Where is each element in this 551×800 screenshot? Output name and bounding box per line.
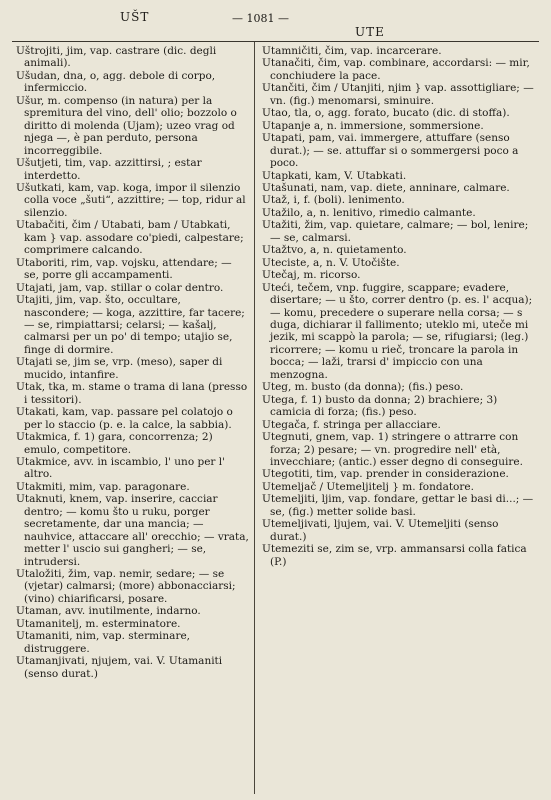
dictionary-entry: Utaložiti, žim, vap. nemir, sedare; — se (vjetar) calmarsi; (more) abbonacciarsi; (vino) chiarificarsi, posare. — [16, 568, 236, 605]
dictionary-entry: Utakati, kam, vap. passare pel colatojo o per lo staccio (p. e. la calce, la sabbia). — [16, 406, 233, 431]
dictionary-entry: Utamanitelj, m. esterminatore. — [16, 617, 181, 630]
dictionary-entry: Utamanjivati, njujem, vai. V. Utamaniti (senso durat.) — [16, 655, 223, 680]
dictionary-entry: Utega, f. 1) busto da donna; 2) brachiere; 3) camicia di forza; (fis.) peso. — [262, 393, 498, 419]
dictionary-entry: Utakmice, avv. in iscambio, l' uno per l' altro. — [16, 455, 226, 481]
dictionary-entry: Utapati, pam, vai. immergere, attuffare (senso durat.); — se. attuffar si o sommergersi poco a poco. — [262, 132, 519, 170]
header-left-guide-word: UŠT — [120, 10, 150, 24]
dictionary-entry: Utakmiti, mim, vap. paragonare. — [16, 480, 190, 493]
dictionary-entry: Utaman, avv. inutilmente, indarno. — [16, 605, 201, 618]
dictionary-entry: Utegotiti, tim, vap. prender in considerazione. — [262, 468, 509, 481]
dictionary-entry: Ušutjeti, tim, vap. azzittirsi, ; estar interdetto. — [16, 157, 202, 182]
dictionary-entry: Utemeljač / Utemeljitelj } m. fondatore. — [262, 480, 474, 493]
dictionary-entry: Utemeziti se, zim se, vrp. ammansarsi colla fatica (P.) — [262, 543, 527, 568]
dictionary-entry: Ušur, m. compenso (in natura) per la spremitura del vino, dell' olio; bozzolo o diritto di molenda (Ujam); uzeo vrag od njega —, è pan perduto, persona incorreggibile. — [16, 94, 237, 157]
dictionary-entry: Utaboriti, rim, vap. vojsku, attendare; — se, porre gli accampamenti. — [16, 256, 232, 282]
dictionary-entry: Utanačiti, čim, vap. combinare, accordarsi: — mir, conchiudere la pace. — [262, 57, 530, 82]
dictionary-entry: Utažiti, žim, vap. quietare, calmare; — bol, lenire; — se, calmarsi. — [262, 219, 529, 244]
left-column — [16, 45, 249, 680]
dictionary-entry: Ušudan, dna, o, agg. debole di corpo, infermiccio. — [16, 69, 216, 95]
dictionary-entry: Utajiti, jim, vap. što, occultare, nascondere; — koga, azzittire, far tacere; — se, rimpiattarsi; celarsi; — kašalj, calmarsi per un po' di tempo; utajio se, finge di dormire. — [16, 294, 245, 356]
dictionary-entry: Utao, tla, o, agg. forato, bucato (dic. di stoffa). — [262, 107, 510, 120]
dictionary-entry: Utegača, f. stringa per allacciare. — [262, 418, 441, 431]
dictionary-entry: Ušutkati, kam, vap. koga, impor il silenzio colla voce „šuti“, azzittire; — top, ridur al silenzio. — [16, 181, 246, 219]
dictionary-entry: Utančiti, čim / Utanjiti, njim } vap. assottigliare; — vn. (fig.) menomarsi, sminuire. — [262, 82, 534, 107]
dictionary-entry: Utapkati, kam, V. Utabkati. — [262, 169, 407, 182]
dictionary-entry: Utamničiti, čim, vap. incarcerare. — [262, 45, 442, 57]
dictionary-entry: Utemeljiti, ljim, vap. fondare, gettar le basi di...; — se, (fig.) metter solide basi. — [262, 493, 534, 518]
dictionary-entry: Uteći, tečem, vnp. fuggire, scappare; evadere, disertare; — u što, correr dentro (p. es. l' acqua); — komu, precedere o superare nella corsa; — s duga, dichiarar il fallimento; uteklo mi, uteče mi jezik, mi scappò la parola; — se, rifugiarsi; (leg.) ricorrere; — komu u rieč, troncare la parola in bocca; — laži, trarsi d' impiccio con una menzogna. — [262, 281, 533, 381]
dictionary-entry: Utažtvo, a, n. quietamento. — [262, 244, 407, 257]
header-right-guide-word: UTE — [355, 25, 385, 39]
page-number: — 1081 — — [232, 12, 289, 25]
dictionary-entry: Utakmica, f. 1) gara, concorrenza; 2) emulo, competitore. — [16, 431, 213, 456]
dictionary-entry: Uteciste, a, n. V. Utočište. — [262, 256, 400, 269]
dictionary-entry: Utegnuti, gnem, vap. 1) stringere o attrarre con forza; 2) pesare; — vn. progredire nell' età, invecchiare; (antic.) esser degno di conseguire. — [262, 431, 523, 468]
dictionary-entry: Utečaj, m. ricorso. — [262, 269, 361, 282]
dictionary-entry: Uteg, m. busto (da donna); (fis.) peso. — [262, 381, 464, 394]
dictionary-entry: Utaž, i, f. (boli). lenimento. — [262, 194, 405, 207]
dictionary-entry: Utak, tka, m. stame o trama di lana (presso i tessitori). — [16, 381, 248, 406]
header-rule — [12, 41, 539, 42]
dictionary-entry: Utapanje a, n. immersione, sommersione. — [262, 119, 484, 132]
dictionary-entry: Utajati, jam, vap. stillar o colar dentro. — [16, 281, 224, 294]
dictionary-entry: Utajati se, jim se, vrp. (meso), saper di mucido, intanfire. — [16, 356, 223, 381]
dictionary-entry: Utamaniti, nim, vap. sterminare, distruggere. — [16, 630, 191, 655]
dictionary-entry: Utaknuti, knem, vap. inserire, cacciar dentro; — komu što u ruku, porger secretamente, dar una mancia; — nauhvice, attaccare all' orecchio; — vrata, metter l' uscio sui gangheri; — se, intrudersi. — [16, 493, 249, 568]
dictionary-entry: Utašunati, nam, vap. diete, anninare, calmare. — [262, 181, 510, 194]
dictionary-entry: Utemeljivati, ljujem, vai. V. Utemeljiti (senso durat.) — [262, 518, 499, 543]
dictionary-entry: Utabačiti, čim / Utabati, bam / Utabkati, kam } vap. assodare co'piedi, calpestare; comprimere calcando. — [16, 219, 244, 257]
dictionary-entry: Uštrojiti, jim, vap. castrare (dic. degli animali). — [16, 45, 217, 70]
right-column — [262, 45, 534, 568]
dictionary-entry: Utažilo, a, n. lenitivo, rimedio calmante. — [262, 206, 476, 219]
column-divider — [254, 42, 255, 794]
